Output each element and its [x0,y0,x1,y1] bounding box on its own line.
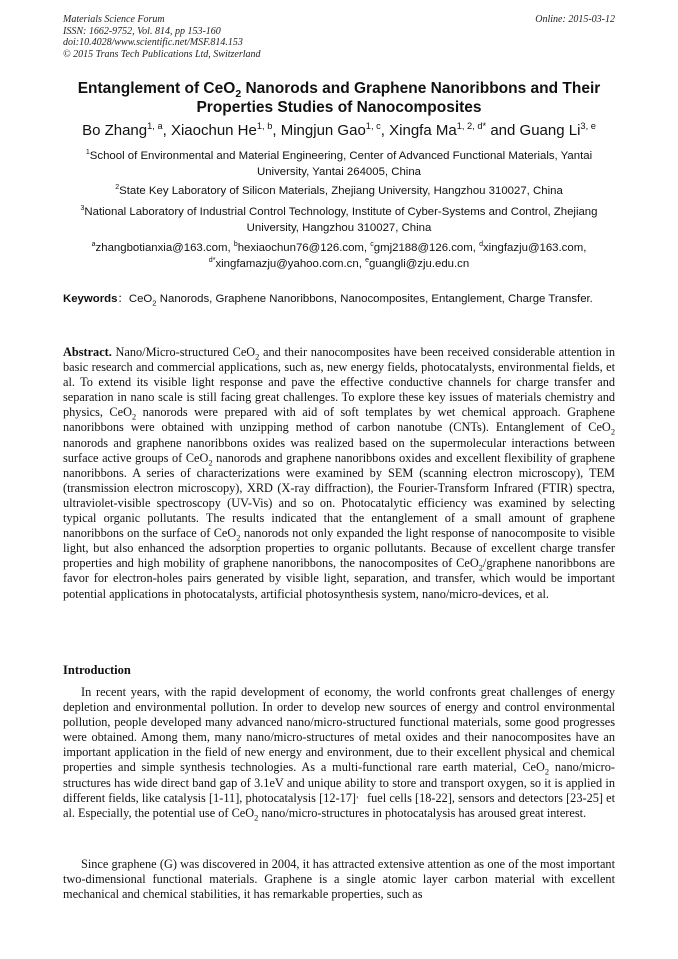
title-subscript: 2 [235,88,242,101]
journal-issn: ISSN: 1662-9752, Vol. 814, pp 153-160 [63,25,221,37]
abstract-label: Abstract. [63,345,112,359]
email-link[interactable]: xingfamazju@yahoo.com.cn [215,258,359,270]
author-list [63,122,615,140]
email-list: $^a$zhangbotianxia@163.com, $^b$hexiaochun76@126.com, $^c$gmj2188@126.com, $^d$xingfazju@163.com, $^{d*}$xingfamazju@yahoo.com.cn, $^e$guangli@zju.edu.cn [91,241,587,270]
section-heading-introduction: Introduction [63,663,131,677]
author: Guang Li$^{3, e}$ [519,121,596,139]
author: Mingjun Gao$^{1, c}$, [280,121,390,139]
journal-doi: doi:10.4028/www.scientific.net/MSF.814.153 [63,37,243,48]
author: Bo Zhang$^{1, a}$, [82,121,171,139]
title-text-2: Nanorods and Graphene Nanoribbons and Their Properties Studies of Nanocomposites [196,80,601,116]
abstract: Abstract. Nano/Micro-structured CeO$_2$ and their nanocomposites have been received considerable attention in basic research and commercial applications, such as, new energy fields, photocatalysts, environmental fields, et al. To extend its visible light response and pave the effective conductive channels for charge transfer and separation in nano scale is still facing great challenges. To explore these key issues of materials chemistry and physics, CeO$_2$ nanorods were prepared with aid of soft templates by wet chemical approach. Graphene nanoribbons were obtained with unzipping method of carbon nanotube (CNTs). Entanglement of CeO$_2$ nanorods and graphene nanoribbons oxides was realized based on the supermolecular interactions between surface active groups of CeO$_2$ nanorods and graphene nanoribbons oxides and excellent flexibility of graphene nanoribbons. A series of characterizations were examined by SEM (scanning electron microscopy), TEM (transmission electron microscopy), XRD (X-ray diffraction), the Fourier-Transform Infrared (FTIR) spectra, ultraviolet-visible spectroscopy (UV-Vis) and so on. Photocatalytic efficiency was examined by selecting typical organic pollutants. The results indicated that the entanglement of a small amount of graphene nanoribbons on the surface of CeO$_2$ nanorods not only expanded the light response of nanocomposite to visible light, but also enhanced the adsorption properties to organic pollutants. Because of excellent charge transfer properties and high mobility of graphene nanoribbons, the nanocomposites of CeO$_2$/graphene nanoribbons are favor for electron-holes pairs generated by visible light, separation, and transfer, which would be important potential applications in photocatalysts, artificial photosynthesis system, nano/micro-devices, et al. [63,345,615,601]
keywords: Keywords：CeO$_2$ Nanorods, Graphene Nanoribbons, Nanocomposites, Entanglement, Charge Transfer. [63,293,593,308]
journal-header [63,14,615,60]
affiliation-3: $^3$National Laboratory of Industrial Control Technology, Institute of Cyber-Systems and Control, Zhejiang University, Hangzhou 310027, China [80,205,598,234]
journal-name: Materials Science Forum [63,14,165,25]
title-text-1: Entanglement of CeO [77,80,236,97]
author: Xingfa $Ma^{1, 2, d*}$ and [389,121,520,139]
introduction-paragraph-1: In recent years, with the rapid development of economy, the world confronts great challenges of energy depletion and environmental pollution. In order to develop new sources of energy and control environmental pollution, people developed many advanced nano/micro-structured functional materials, some good progresses were obtained. Among them, many nano/micro-structures of metal oxides and their nanocomposites have an important application in the field of new energy and environment, due to their excellent physical and chemical properties and simple synthesis technologies. As a multi-functional rare earth material, CeO$_2$ nano/micro-structures has wide direct band gap of 3.1eV and unique ability to store and transport oxygen, so it is applied in different fields, like catalysis [1-11], photocatalysis [12-17]， fuel cells [18-22], sensors and detectors [23-25] et al. Especially, the potential use of CeO$_2$ nano/micro-structures in photocatalysis has aroused great interest. [63,685,616,823]
online-date: Online: 2015-03-12 [535,14,615,25]
email-link[interactable]: zhangbotianxia@163.com [95,242,228,254]
email-link[interactable]: xingfazju@163.com [482,242,584,254]
affiliation-2: $^2$State Key Laboratory of Silicon Materials, Zhejiang University, Hangzhou 310027, China [115,184,563,197]
author: Xiaochun He$^{1, b}$, [170,121,281,139]
email-link[interactable]: gmj2188@126.com [373,242,473,254]
introduction-paragraph-2: Since graphene (G) was discovered in 2004, it has attracted extensive attention as one of the most important two-dimensional functional materials. Graphene is a single atomic layer carbon material with excellent mechanical and chemical stabilities, it has remarkable properties, such as [63,857,615,902]
keywords-label: Keywords [63,293,118,305]
journal-copyright: © 2015 Trans Tech Publications Ltd, Switzerland [63,48,261,60]
email-link[interactable]: hexiaochun76@126.com [237,242,364,254]
email-link[interactable]: guangli@zju.edu.cn [368,258,470,270]
paper-title [63,79,615,117]
affiliation-1: $^1$School of Environmental and Material Engineering, Center of Advanced Functional Materials, Yantai University, Yantai 264005, China [85,149,593,178]
